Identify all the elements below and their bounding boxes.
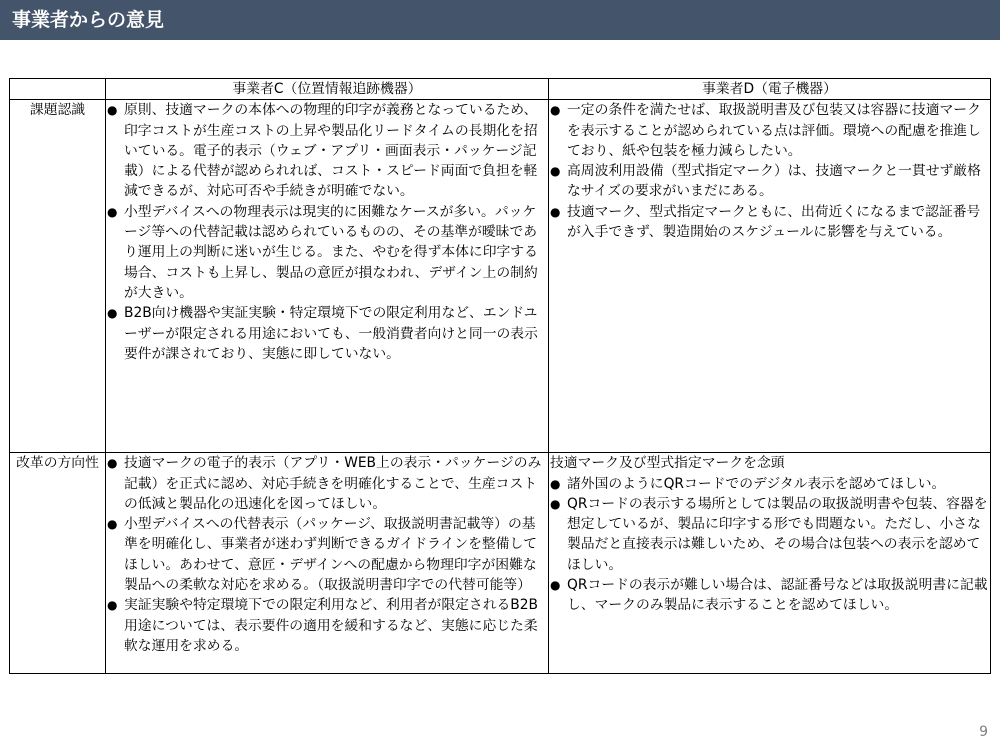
column-header-company-d: 事業者D（電子機器）: [549, 79, 991, 100]
bullet-list: [106, 453, 548, 656]
table-row-reform: [10, 453, 991, 674]
bullet-list: [549, 100, 990, 242]
table-row-issues: [10, 100, 991, 453]
table-header-row: [10, 79, 991, 100]
page-title: 事業者からの意見: [12, 9, 165, 31]
list-item: ● 小型デバイスへの代替表示（パッケージ、取扱説明書記載等）の基準を明確化し、事業者が迷わず判断できるガイドラインを整備してほしい。あわせて、意匠・デザインへの配慮から物理印字が困難な製品への柔軟な対応を求める。（取扱説明書印字での代替可能等）: [106, 514, 548, 595]
row-label-reform: 改革の方向性: [10, 453, 106, 674]
header-corner-cell: [10, 79, 106, 100]
list-item: ● 技適マークの電子的表示（アプリ・WEB上の表示・パッケージのみ記載）を正式に認め、対応手続きを明確化することで、生産コストの低減と製品化の迅速化を図ってほしい。: [106, 453, 548, 514]
list-item: ● 一定の条件を満たせば、取扱説明書及び包装又は容器に技適マークを表示することが認められている点は評価。環境への配慮を推進しており、紙や包装を極力減らしたい。: [549, 100, 990, 161]
list-item: ● QRコードの表示が難しい場合は、認証番号などは取扱説明書に記載し、マークのみ製品に表示することを認めてほしい。: [549, 575, 990, 616]
list-item: ● QRコードの表示する場所としては製品の取扱説明書や包装、容器を想定しているが、製品に印字する形でも問題ない。ただし、小さな製品だと直接表示は難しいため、その場合は包装への表示を認めてほしい。: [549, 494, 990, 575]
list-item: ● 小型デバイスへの物理表示は現実的に困難なケースが多い。パッケージ等への代替記載は認められているものの、その基準が曖昧であり運用上の判断に迷いが生じる。また、やむを得ず本体に印字する場合、コストも上昇し、製品の意匠が損なわれ、デザイン上の制約が大きい。: [106, 202, 548, 303]
list-item: ● 高周波利用設備（型式指定マーク）は、技適マークと一貫せず厳格なサイズの要求がいまだにある。: [549, 161, 990, 202]
list-item: ● 技適マーク、型式指定マークともに、出荷近くになるまで認証番号が入手できず、製造開始のスケジュールに影響を与えている。: [549, 202, 990, 243]
title-bar: [0, 0, 1000, 40]
cell-c-reform: [106, 453, 549, 674]
cell-d-reform: [549, 453, 991, 674]
list-item: ● 原則、技適マークの本体への物理的印字が義務となっているため、印字コストが生産コストの上昇や製品化リードタイムの長期化を招いている。電子的表示（ウェブ・アプリ・画面表示・パッケージ記載）による代替が認められれば、コスト・スピード両面で負担を軽減できるが、対応可否や手続きが明確でない。: [106, 100, 548, 201]
list-item: ● 実証実験や特定環境下での限定利用など、利用者が限定されるB2B用途については、表示要件の適用を緩和するなど、実態に応じた柔軟な運用を求める。: [106, 595, 548, 656]
cell-intro-text: 技適マーク及び型式指定マークを念頭: [550, 455, 785, 472]
list-item: ● 諸外国のようにQRコードでのデジタル表示を認めてほしい。: [549, 474, 990, 494]
cell-d-issues: [549, 100, 991, 453]
opinions-table: [9, 78, 991, 674]
column-header-company-c: 事業者C（位置情報追跡機器）: [106, 79, 549, 100]
bullet-list: [549, 474, 990, 616]
page-number: 9: [979, 724, 988, 740]
row-label-issues: 課題認識: [10, 100, 106, 453]
list-item: ● B2B向け機器や実証実験・特定環境下での限定利用など、エンドユーザーが限定される用途においても、一般消費者向けと同一の表示要件が課されており、実態に即していない。: [106, 303, 548, 364]
cell-c-issues: [106, 100, 549, 453]
bullet-list: [106, 100, 548, 364]
